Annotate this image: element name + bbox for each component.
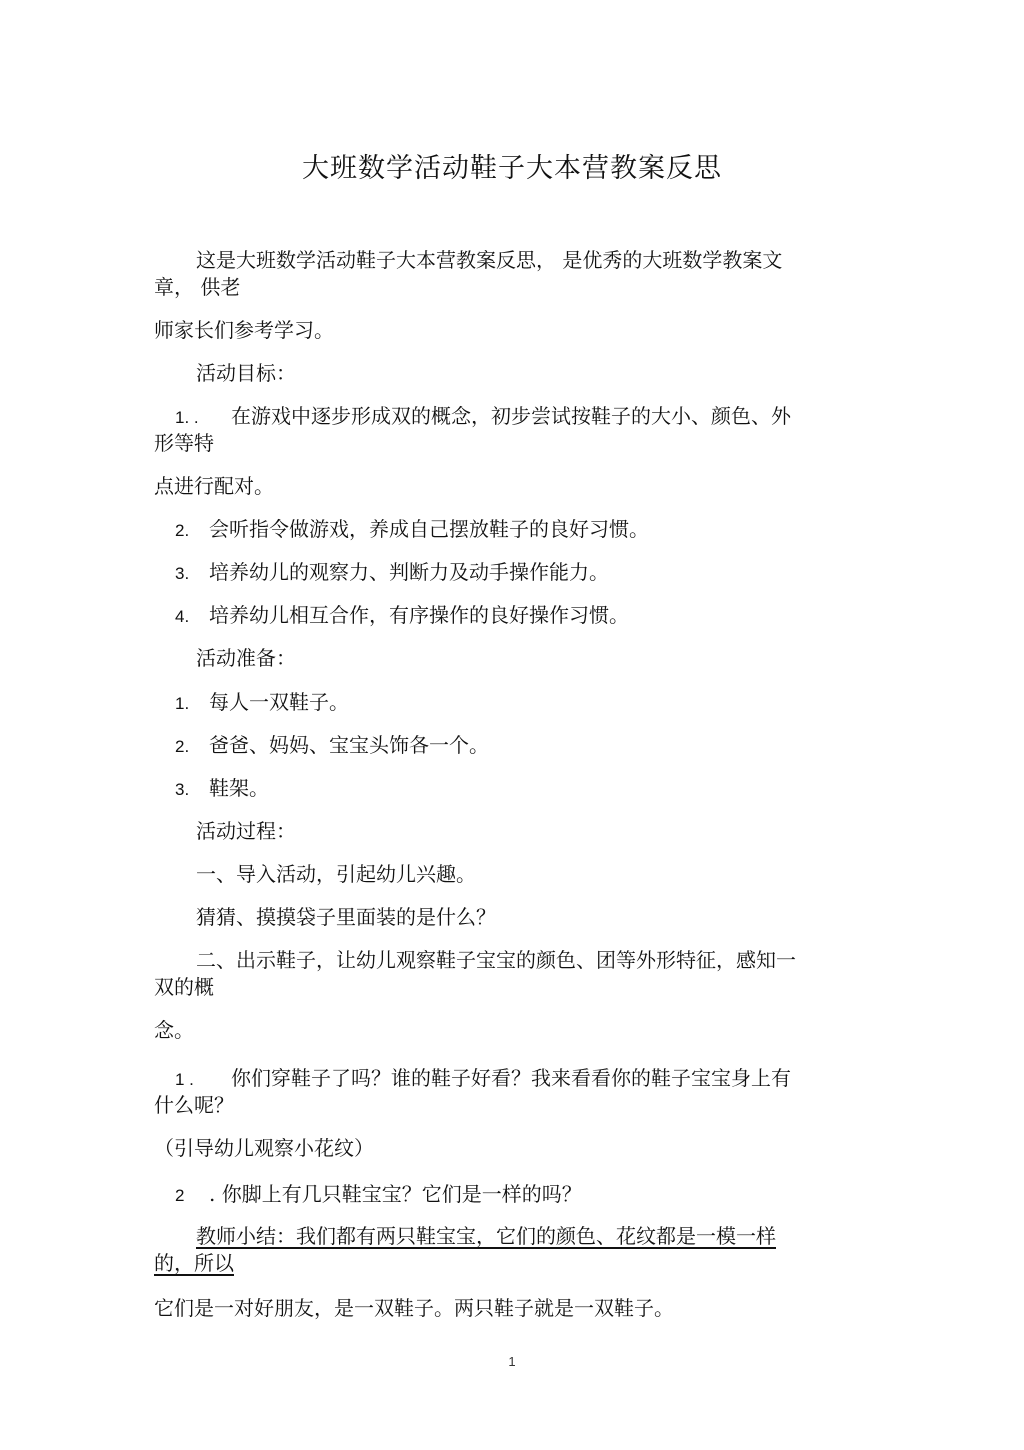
question-1 bbox=[175, 1064, 865, 1094]
goal-item-1 bbox=[175, 402, 865, 432]
question-number: 2 bbox=[175, 1186, 185, 1205]
prep-item-1 bbox=[175, 688, 865, 718]
page-number: 1 bbox=[508, 1354, 516, 1369]
process-heading: 活动过程： bbox=[196, 819, 296, 843]
goal-number: 4. bbox=[175, 607, 190, 626]
intro-line-2: 章， 供老 bbox=[154, 275, 241, 299]
goal-item-4 bbox=[175, 601, 865, 631]
intro-line-3: 师家长们参考学习。 bbox=[154, 318, 334, 342]
prep-number: 2. bbox=[175, 737, 190, 756]
goal-item-3 bbox=[175, 558, 865, 588]
teacher-summary-line-3: 它们是一对好朋友，是一双鞋子。两只鞋子就是一双鞋子。 bbox=[154, 1296, 674, 1320]
goal-text: 在游戏中逐步形成双的概念，初步尝试按鞋子的大小、颜色、外 bbox=[231, 404, 791, 428]
question-number: 1 . bbox=[175, 1070, 194, 1089]
question-text: . 你脚上有几只鞋宝宝？它们是一样的吗？ bbox=[209, 1182, 582, 1206]
prep-item-3 bbox=[175, 774, 865, 804]
prep-text: 每人一双鞋子。 bbox=[209, 690, 349, 714]
goal-text: 培养幼儿相互合作，有序操作的良好操作习惯。 bbox=[209, 603, 629, 627]
step-2-line-1: 二、出示鞋子，让幼儿观察鞋子宝宝的颜色、团等外形特征，感知一 bbox=[196, 948, 796, 972]
question-2 bbox=[175, 1180, 865, 1210]
intro-line-1: 这是大班数学活动鞋子大本营教案反思， 是优秀的大班数学教案文 bbox=[196, 248, 783, 272]
step-2-line-3: 念。 bbox=[154, 1018, 194, 1042]
goal-item-1-cont2: 点进行配对。 bbox=[154, 474, 274, 498]
prep-text: 鞋架。 bbox=[209, 776, 269, 800]
step-1: 一、导入活动，引起幼儿兴趣。 bbox=[196, 862, 476, 886]
goal-item-2 bbox=[175, 515, 865, 545]
step-1-question: 猜猜、摸摸袋子里面装的是什么？ bbox=[196, 905, 496, 929]
question-1-cont: 什么呢？ bbox=[154, 1093, 234, 1117]
teacher-summary-line-1: 教师小结：我们都有两只鞋宝宝，它们的颜色、花纹都是一模一样 bbox=[196, 1224, 776, 1248]
goal-text: 会听指令做游戏，养成自己摆放鞋子的良好习惯。 bbox=[209, 517, 649, 541]
goals-heading: 活动目标： bbox=[196, 361, 296, 385]
step-2-line-2: 双的概 bbox=[154, 975, 214, 999]
prep-item-2 bbox=[175, 731, 865, 761]
question-1-note: （引导幼儿观察小花纹） bbox=[154, 1136, 374, 1160]
goal-text: 培养幼儿的观察力、判断力及动手操作能力。 bbox=[209, 560, 609, 584]
prep-text: 爸爸、妈妈、宝宝头饰各一个。 bbox=[209, 733, 489, 757]
teacher-summary-line-2: 的，所以 bbox=[154, 1251, 234, 1275]
goal-number: 1. . bbox=[175, 408, 199, 427]
question-text: 你们穿鞋子了吗？谁的鞋子好看？我来看看你的鞋子宝宝身上有 bbox=[231, 1066, 791, 1090]
goal-item-1-cont: 形等特 bbox=[154, 431, 214, 455]
page-title: 大班数学活动鞋子大本营教案反思 bbox=[302, 153, 722, 184]
prep-number: 3. bbox=[175, 780, 190, 799]
prep-number: 1. bbox=[175, 694, 190, 713]
goal-number: 2. bbox=[175, 521, 190, 540]
goal-number: 3. bbox=[175, 564, 190, 583]
prep-heading: 活动准备： bbox=[196, 646, 296, 670]
